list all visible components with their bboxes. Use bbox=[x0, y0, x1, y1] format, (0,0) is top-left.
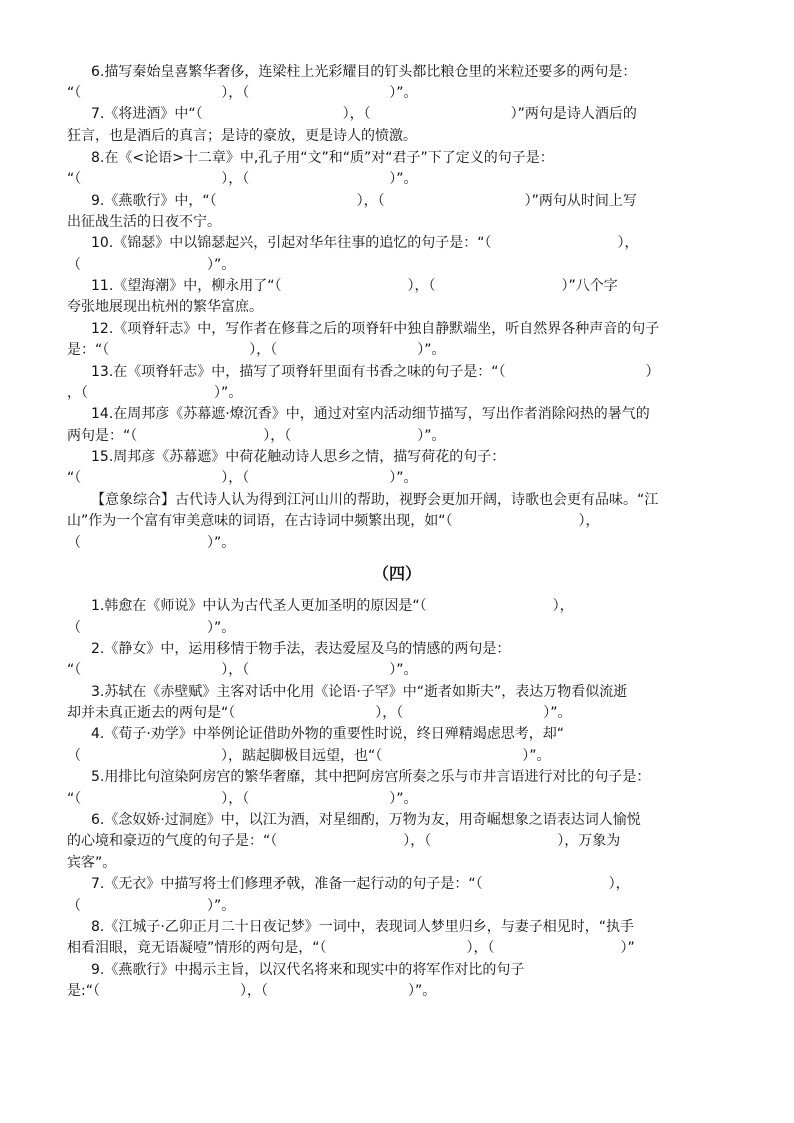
q14-line2: 两句是：“（ ），（ ）”。 bbox=[67, 428, 446, 444]
section4-heading: （四） bbox=[372, 564, 421, 583]
q8-line1: 8.在《<论语>十二章》中,孔子用“文”和“质”对“君子”下了定义的句子是： bbox=[91, 150, 554, 166]
q13-line1: 13.在《项脊轩志》中，描写了项脊轩里面有书香之味的句子是：“（ ） bbox=[91, 364, 660, 380]
q9-line1: 9.《燕歌行》中，“（ ），（ ）”两句从时间上写 bbox=[91, 193, 637, 209]
q13-line2: ，（ ）”。 bbox=[67, 385, 243, 401]
q15-line2: “（ ），（ ）”。 bbox=[67, 470, 418, 486]
s4-q6-line3: 宾客”。 bbox=[67, 855, 117, 871]
imagery-line2: 山”作为一个富有审美意味的词语，在古诗词中频繁出现，如“（ ）， bbox=[67, 513, 600, 529]
s4-q2-line1: 2.《静女》中，运用移情于物手法，表达爱屋及乌的情感的两句是： bbox=[91, 641, 511, 657]
s4-q8-line1: 8.《江城子·乙卯正月二十日夜记梦》一词中，表现词人梦里归乡，与妻子相见时，“执手 bbox=[91, 919, 635, 935]
q7-line1: 7.《将进酒》中“（ ），（ ）”两句是诗人酒后的 bbox=[91, 106, 637, 122]
s4-q1-line2: （ ）”。 bbox=[67, 620, 236, 636]
s4-q4-line2: （ ），踮起脚极目远望，也“（ ）”。 bbox=[67, 748, 551, 764]
s4-q9-line1: 9.《燕歌行》中揭示主旨，以汉代名将来和现实中的将军作对比的句子 bbox=[91, 962, 525, 978]
q11-line1: 11.《望海潮》中，柳永用了“（ ），（ ）”八个字 bbox=[91, 278, 618, 294]
s4-q7-line1: 7.《无衣》中描写将士们修理矛戟，准备一起行动的句子是：“（ ）， bbox=[91, 876, 630, 892]
q11-line2: 夸张地展现出杭州的繁华富庶。 bbox=[67, 299, 263, 315]
q7-line2: 狂言，也是酒后的真言；是诗的豪放，更是诗人的愤激。 bbox=[67, 128, 417, 144]
q6-line2: “（ ），（ ）”。 bbox=[67, 85, 418, 101]
q10-line2: （ ）”。 bbox=[67, 257, 236, 273]
s4-q5-line2: “（ ），（ ）”。 bbox=[67, 791, 418, 807]
s4-q6-line2: 的心境和豪迈的气度的句子是：“（ ），（ ），万象为 bbox=[67, 833, 621, 849]
s4-q4-line1: 4.《荀子·劝学》中举例论证借助外物的重要性时说，终日殚精竭虑思考，却“ bbox=[91, 726, 565, 742]
q12-line1: 12.《项脊轩志》中，写作者在修葺之后的项脊轩中独自静默端坐，听自然界各种声音的句子 bbox=[91, 321, 660, 337]
s4-q6-line1: 6.《念奴娇·过洞庭》中，以江为酒，对星细酌，万物为友，用奇崛想象之语表达词人愉悦 bbox=[91, 812, 641, 828]
q8-line2: “（ ），（ ）”。 bbox=[67, 171, 418, 187]
s4-q8-line2: 相看泪眼，竟无语凝噎”情形的两句是，“（ ），（ ）” bbox=[67, 940, 635, 956]
s4-q7-line2: （ ）”。 bbox=[67, 898, 236, 914]
q12-line2: 是：“（ ），（ ）”。 bbox=[67, 342, 446, 358]
q14-line1: 14.在周邦彦《苏幕遮·燎沉香》中，通过对室内活动细节描写，写出作者消除闷热的暑气的 bbox=[91, 406, 650, 422]
s4-q3-line1: 3.苏轼在《赤壁赋》主客对话中化用《论语·子罕》中“逝者如斯夫”，表达万物看似流逝 bbox=[91, 684, 628, 700]
s4-q1-line1: 1.韩愈在《师说》中认为古代圣人更加圣明的原因是“（ ）， bbox=[91, 598, 574, 614]
s4-q3-line2: 却并未真正逝去的两句是“（ ），（ ）”。 bbox=[67, 705, 572, 721]
imagery-line1: 【意象综合】古代诗人认为得到江河山川的帮助，视野会更加开阔，诗歌也会更有品味。“江 bbox=[91, 492, 659, 508]
s4-q2-line2: “（ ），（ ）”。 bbox=[67, 662, 418, 678]
q15-line1: 15.周邦彦《苏幕遮》中荷花触动诗人思乡之情，描写荷花的句子： bbox=[91, 449, 506, 465]
imagery-line3: （ ）”。 bbox=[67, 535, 236, 551]
s4-q9-line2: 是:“（ ），（ ）”。 bbox=[67, 983, 437, 999]
q6-line1: 6.描写秦始皇喜繁华奢侈，连梁柱上光彩耀目的钉头都比粮仓里的米粒还要多的两句是： bbox=[91, 64, 637, 80]
q9-line2: 出征战生活的日夜不宁。 bbox=[67, 214, 221, 230]
q10-line1: 10.《锦瑟》中以锦瑟起兴，引起对华年往事的追忆的句子是：“（ ）， bbox=[91, 235, 639, 251]
s4-q5-line1: 5.用排比句渲染阿房宫的繁华奢靡，其中把阿房宫所奏之乐与市井言语进行对比的句子是： bbox=[91, 769, 651, 785]
